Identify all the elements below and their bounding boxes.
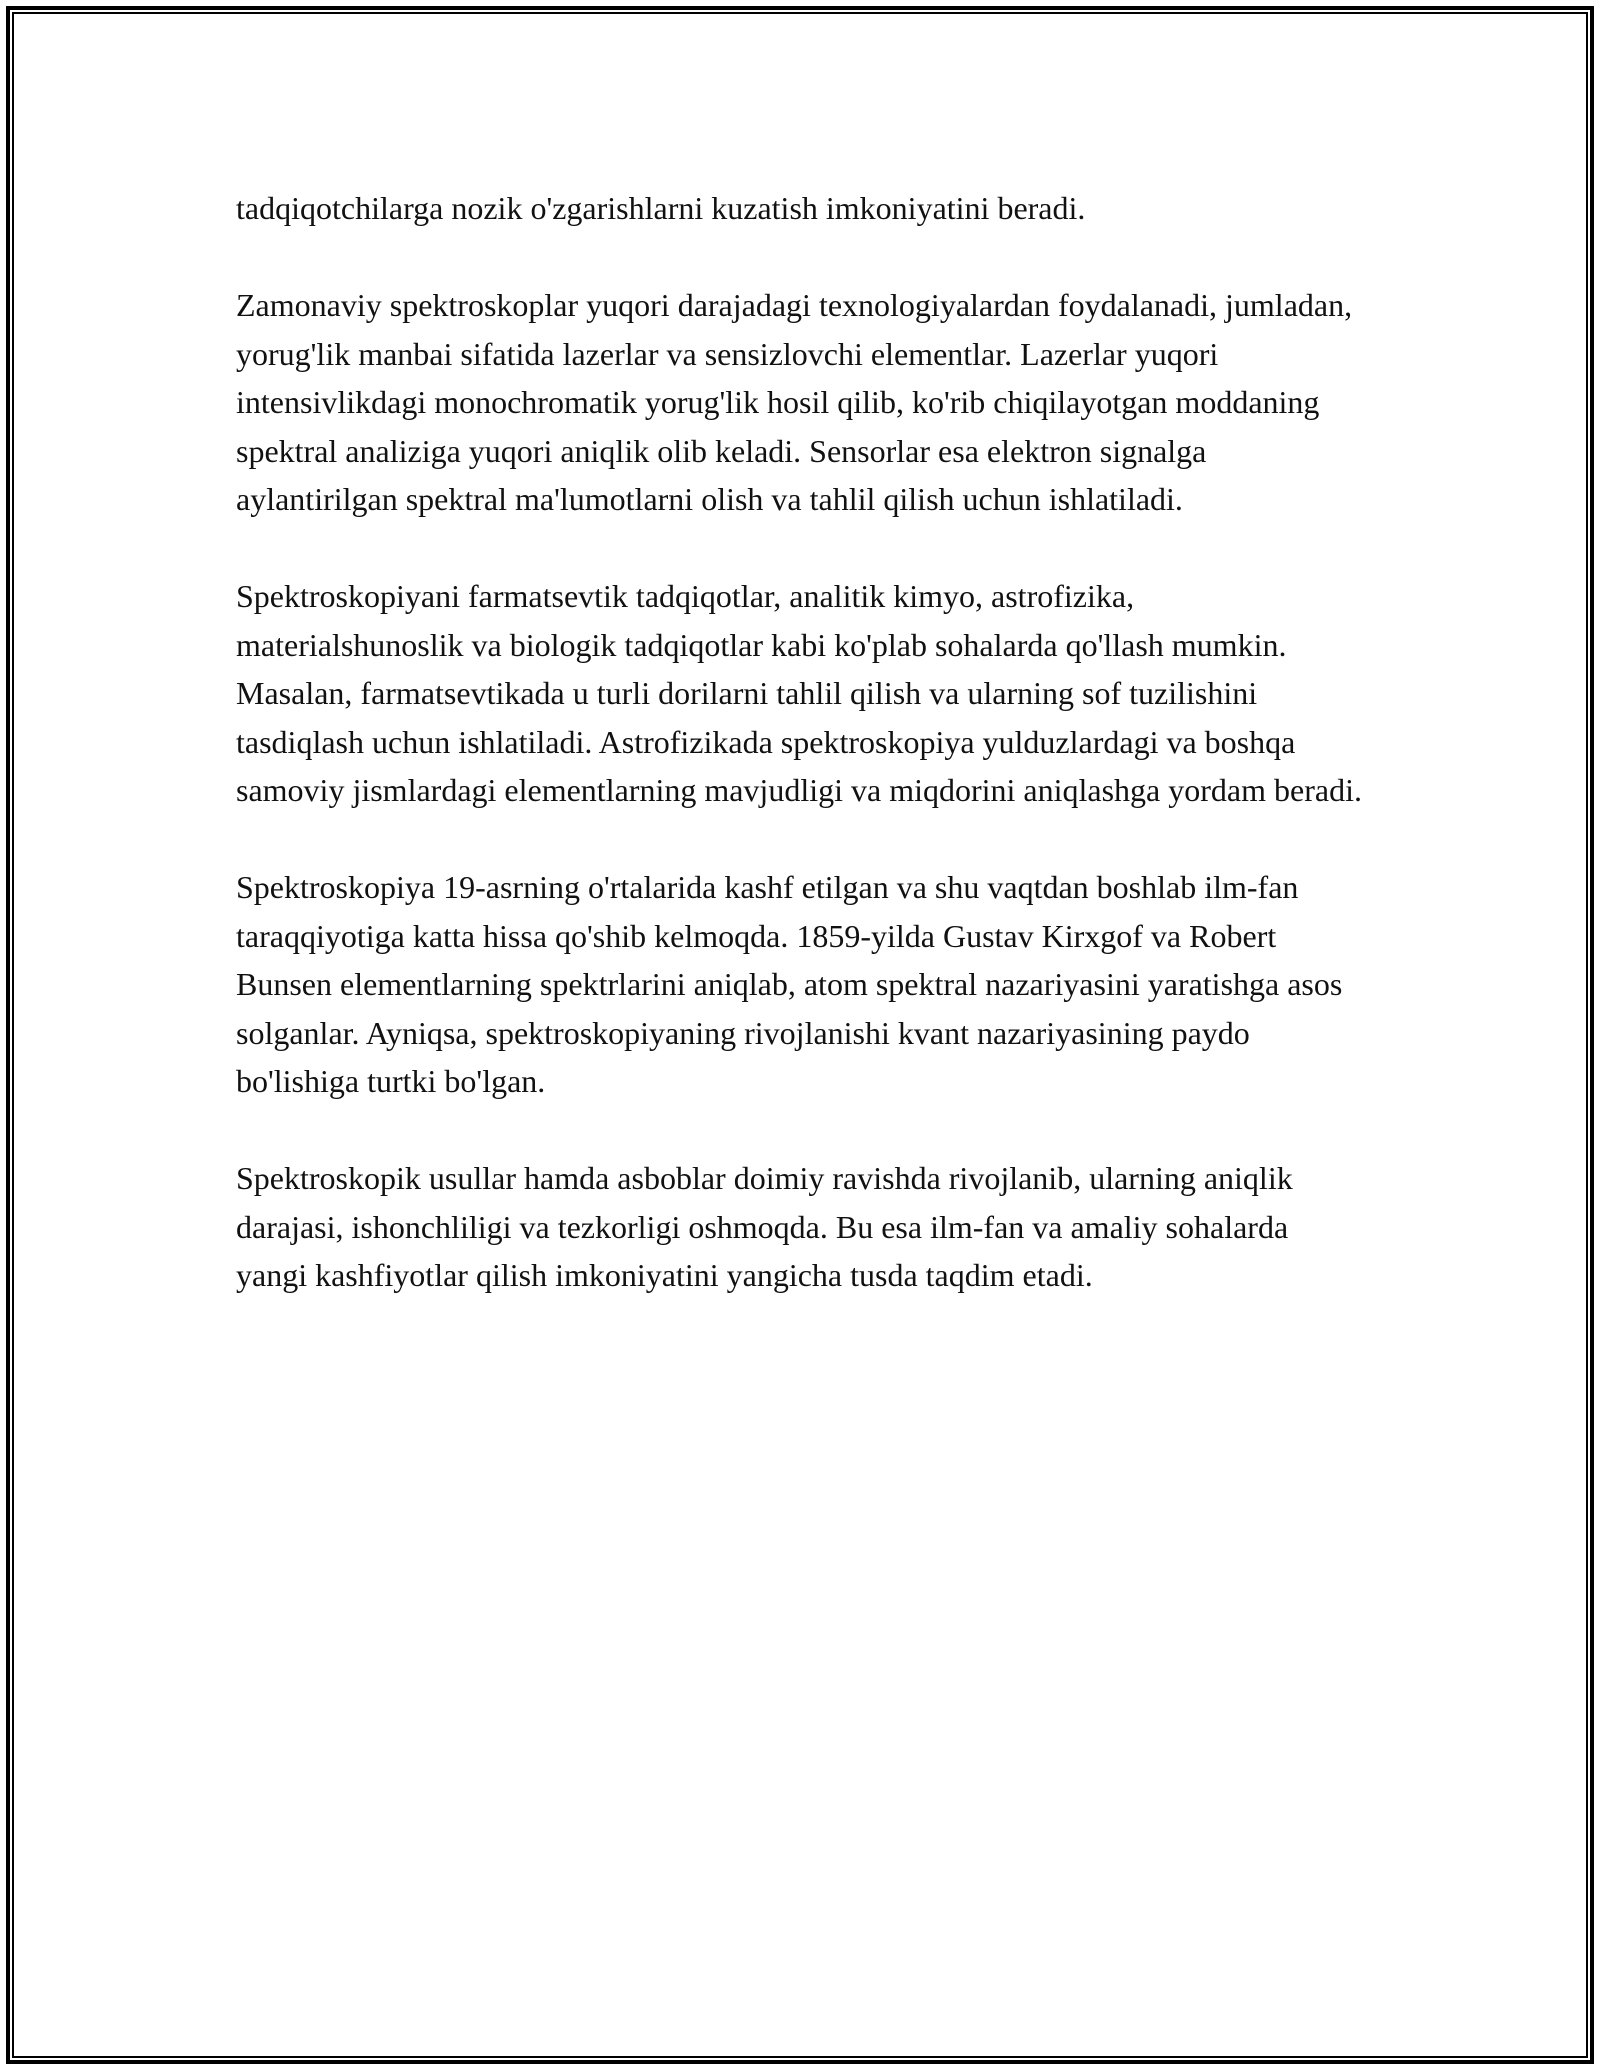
- paragraph-history: Spektroskopiya 19-asrning o'rtalarida kashf etilgan va shu vaqtdan boshlab ilm-fan taraqqiyotiga katta hissa qo'shib kelmoqda. 1859-yilda Gustav Kirxgof va Robert Bunsen elementlarning spektrlarini aniqlab, atom spektral nazariyasini yaratishga asos solganlar. Ayniqsa, spektroskopiyaning rivojlanishi kvant nazariyasining paydo bo'lishiga turtki bo'lgan.: [236, 869, 1343, 1099]
- document-body: [236, 184, 1366, 1348]
- paragraph-development: Spektroskopik usullar hamda asboblar doimiy ravishda rivojlanib, ularning aniqlik darajasi, ishonchliligi va tezkorligi oshmoqda. Bu esa ilm-fan va amaliy sohalarda yangi kashfiyotlar qilish imkoniyatini yangicha tusda taqdim etadi.: [236, 1160, 1293, 1293]
- paragraph-applications: Spektroskopiyani farmatsevtik tadqiqotlar, analitik kimyo, astrofizika, materialshunoslik va biologik tadqiqotlar kabi ko'plab sohalarda qo'llash mumkin. Masalan, farmatsevtikada u turli dorilarni tahlil qilish va ularning sof tuzilishini tasdiqlash uchun ishlatiladi. Astrofizikada spektroskopiya yulduzlardagi va boshqa samoviy jismlardagi elementlarning mavjudligi va miqdorini aniqlashga yordam beradi.: [236, 578, 1362, 808]
- paragraph-modern-spectroscopes: Zamonaviy spektroskoplar yuqori darajadagi texnologiyalardan foydalanadi, jumladan, yorug'lik manbai sifatida lazerlar va sensizlovchi elementlar. Lazerlar yuqori intensivlikdagi monochromatik yorug'lik hosil qilib, ko'rib chiqilayotgan moddaning spektral analiziga yuqori aniqlik olib keladi. Sensorlar esa elektron signalga aylantirilgan spektral ma'lumotlarni olish va tahlil qilish uchun ishlatiladi.: [236, 287, 1353, 517]
- paragraph-continuation: tadqiqotchilarga nozik o'zgarishlarni kuzatish imkoniyatini beradi.: [236, 190, 1086, 226]
